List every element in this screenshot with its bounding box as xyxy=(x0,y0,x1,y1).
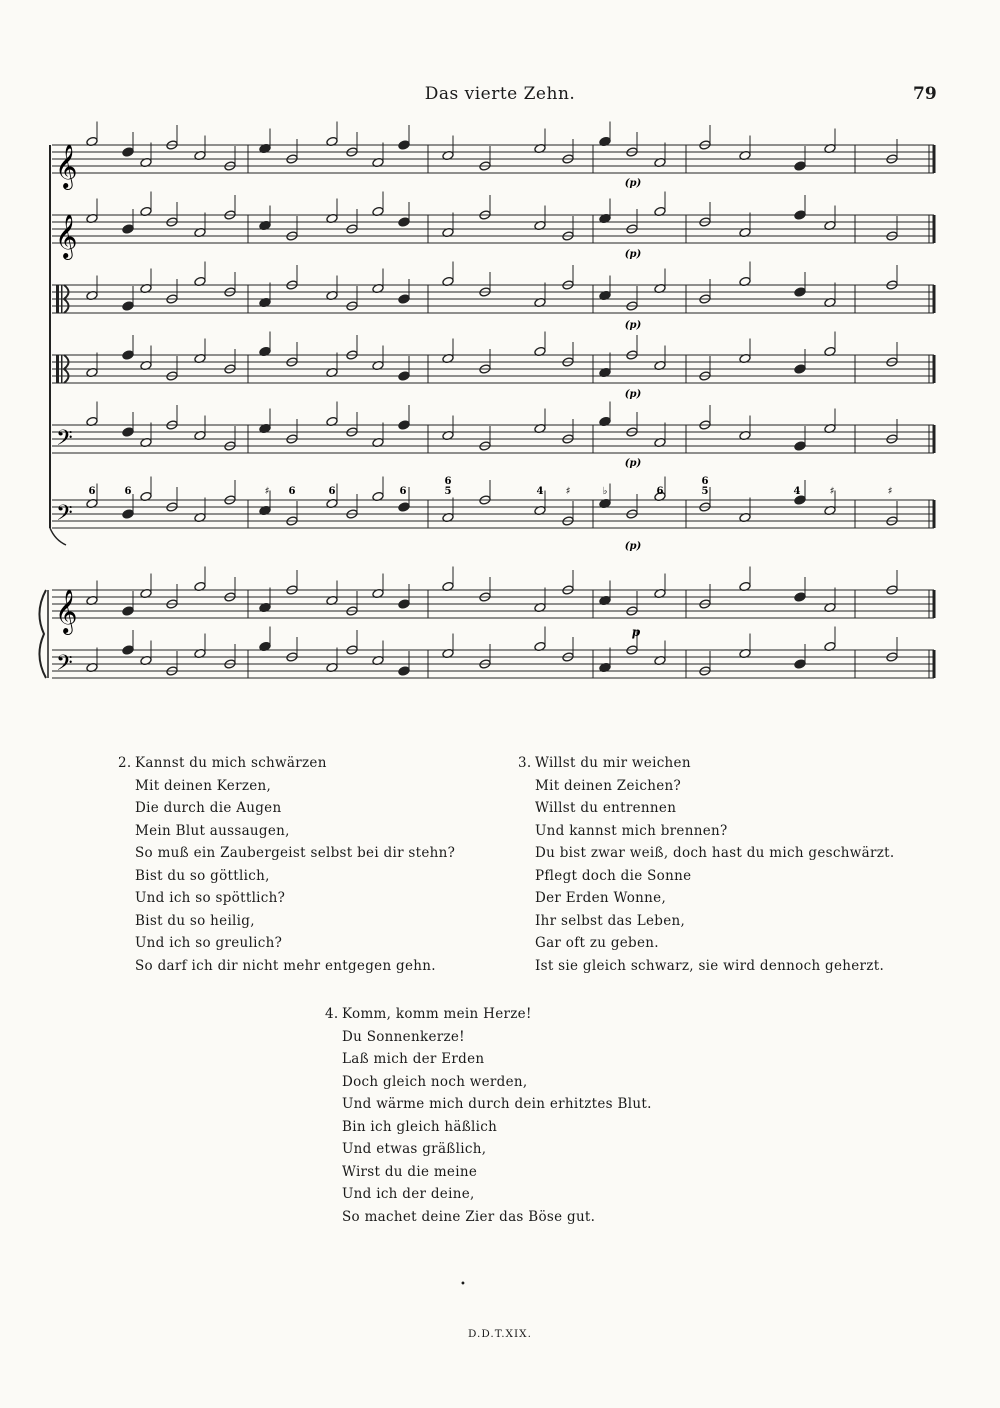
stanza-2 xyxy=(118,752,455,977)
stanza-line xyxy=(118,775,455,798)
stanza-line-text: Willst du entrennen xyxy=(535,800,677,816)
figured-bass-figure: 6 xyxy=(399,486,407,497)
figured-bass-figure: 5 xyxy=(701,486,709,497)
stanza-line-text: Bin ich gleich häßlich xyxy=(342,1118,498,1135)
note-head xyxy=(794,659,806,669)
figured-bass-figure: ♯ xyxy=(887,486,893,497)
stanza-line-text: Der Erden Wonne, xyxy=(535,890,667,906)
note-head xyxy=(122,224,134,234)
stanza-line xyxy=(325,1093,652,1116)
note-head xyxy=(122,147,134,157)
bass-clef-icon: 𝄢 xyxy=(56,426,73,456)
note-head xyxy=(122,606,134,616)
stanza-line-text: Laß mich der Erden xyxy=(342,1051,485,1067)
stanza-line-text: Bist du so göttlich, xyxy=(135,867,270,884)
stanza-line-text: So darf ich dir nicht mehr entgegen gehn. xyxy=(135,957,436,974)
stanza-line xyxy=(118,910,455,933)
stanza-line-text: Ist sie gleich schwarz, sie wird dennoch geherzt. xyxy=(535,957,885,974)
stanza-number: 4. xyxy=(325,1006,339,1022)
stanza-line xyxy=(518,797,894,820)
page-title: Das vierte Zehn. xyxy=(424,84,576,104)
stanza-4 xyxy=(325,1003,652,1228)
stanza-line xyxy=(118,820,455,843)
note-head xyxy=(794,364,806,374)
note-head xyxy=(398,666,410,676)
keyboard-dynamic: p xyxy=(631,625,641,639)
stanza-line-text: Und ich so spöttlich? xyxy=(135,890,286,906)
stanza-line-text: So machet deine Zier das Böse gut. xyxy=(342,1208,596,1225)
dynamic-marking: (p) xyxy=(624,389,642,400)
stanza-line-text: Und wärme mich durch dein erhitztes Blut. xyxy=(342,1096,652,1112)
note-head xyxy=(122,301,134,311)
stanza-line-text: Kannst du mich schwärzen xyxy=(135,755,327,771)
stanza-line-text: Bist du so heilig, xyxy=(135,912,255,929)
dynamic-marking: (p) xyxy=(624,178,642,189)
stanza-line-text: So muß ein Zaubergeist selbst bei dir stehn? xyxy=(135,845,456,861)
note-head xyxy=(122,509,134,519)
stanza-line xyxy=(518,752,894,775)
note-head xyxy=(398,420,410,430)
dynamic-marking: (p) xyxy=(624,541,642,552)
bass-clef-icon: 𝄢 xyxy=(56,501,73,531)
figured-bass-figure: ♯ xyxy=(565,486,571,497)
figured-bass-figure: 5 xyxy=(444,486,452,497)
figured-bass-figure: 6 xyxy=(656,486,664,497)
alto-clef-icon xyxy=(56,285,59,313)
note-head xyxy=(398,371,410,381)
stanza-line-text: Komm, komm mein Herze! xyxy=(342,1006,532,1022)
stanza-line-text: Ihr selbst das Leben, xyxy=(535,912,686,929)
piano-brace-icon xyxy=(39,590,46,678)
stanza-line-text: Gar oft zu geben. xyxy=(535,935,659,951)
stanza-line xyxy=(518,932,894,955)
stanza-3 xyxy=(518,752,894,977)
stanza-number: 3. xyxy=(518,755,532,771)
footer-signature: D.D.T.XIX. xyxy=(468,1328,532,1340)
stanza-line-text: Doch gleich noch werden, xyxy=(342,1073,528,1090)
stanza-line xyxy=(325,1206,652,1229)
stanza-line-text: Die durch die Augen xyxy=(135,800,282,816)
figured-bass-figure: 4 xyxy=(536,486,544,497)
stanza-line xyxy=(118,797,455,820)
note-head xyxy=(398,599,410,609)
stanza-line-text: Und etwas gräßlich, xyxy=(342,1141,487,1157)
stanza-line-text: Du Sonnenkerze! xyxy=(342,1028,465,1045)
figured-bass-figure: 6 xyxy=(444,476,452,487)
note-head xyxy=(398,294,410,304)
treble-clef-icon: 𝄞 xyxy=(55,214,78,258)
page-number: 79 xyxy=(913,84,937,104)
alto-clef-bar xyxy=(61,285,63,313)
stanza-line-text: Du bist zwar weiß, doch hast du mich geschwärzt. xyxy=(535,845,895,861)
stanza-line xyxy=(325,1138,652,1161)
alto-clef-bar xyxy=(61,355,63,383)
stanza-line-text: Wirst du die meine xyxy=(342,1163,478,1180)
stanza-line xyxy=(325,1048,652,1071)
stanza-line xyxy=(518,865,894,888)
stanza-number: 2. xyxy=(118,755,132,771)
stanza-line-text: Mein Blut aussaugen, xyxy=(135,822,290,839)
figured-bass-figure: ♭ xyxy=(602,486,608,497)
stanza-line xyxy=(518,842,894,865)
stanza-line xyxy=(325,1183,652,1206)
stanza-line xyxy=(118,955,455,978)
stanza-line xyxy=(518,910,894,933)
stanza-line-text: Mit deinen Zeichen? xyxy=(535,777,682,794)
treble-clef-icon: 𝄞 xyxy=(55,144,78,188)
note-head xyxy=(398,502,410,512)
dynamic-marking: (p) xyxy=(624,458,642,469)
figured-bass-figure: 6 xyxy=(288,486,296,497)
stanza-line xyxy=(518,955,894,978)
stanza-line xyxy=(325,1116,652,1139)
treble-clef-icon: 𝄞 xyxy=(55,589,78,633)
figured-bass-figure: 4 xyxy=(793,486,801,497)
stanza-line-text: Pflegt doch die Sonne xyxy=(535,867,692,884)
figured-bass-figure: 6 xyxy=(124,486,132,497)
figured-bass-figure: 6 xyxy=(701,476,709,487)
stanza-line xyxy=(518,887,894,910)
stanza-line xyxy=(325,1071,652,1094)
figured-bass-figure: ♯ xyxy=(264,486,270,497)
note-head xyxy=(122,645,134,655)
stanza-line xyxy=(118,865,455,888)
stanza-line xyxy=(118,887,455,910)
figured-bass-figure: ♯ xyxy=(829,486,835,497)
note-head xyxy=(794,441,806,451)
figured-bass-figure: 6 xyxy=(88,486,96,497)
stanza-line xyxy=(118,752,455,775)
stanza-line xyxy=(325,1026,652,1049)
stanza-line-text: Mit deinen Kerzen, xyxy=(135,777,272,794)
stanza-line xyxy=(325,1161,652,1184)
note-head xyxy=(794,210,806,220)
stanza-line-text: Und kannst mich brennen? xyxy=(535,822,728,839)
stanza-line xyxy=(518,820,894,843)
note-head xyxy=(794,161,806,171)
stanza-line-text: Willst du mir weichen xyxy=(535,755,691,771)
stray-mark: • xyxy=(460,1279,466,1290)
note-head xyxy=(794,287,806,297)
note-head xyxy=(122,350,134,360)
note-head xyxy=(794,592,806,602)
note-head xyxy=(398,140,410,150)
alto-clef-icon xyxy=(56,355,59,383)
stanza-line xyxy=(325,1003,652,1026)
bass-clef-icon: 𝄢 xyxy=(56,651,73,681)
figured-bass-figure: 6 xyxy=(328,486,336,497)
note-head xyxy=(122,427,134,437)
stanza-line-text: Und ich der deine, xyxy=(342,1186,475,1202)
stanza-line xyxy=(118,842,455,865)
stanza-line xyxy=(518,775,894,798)
stanza-line xyxy=(118,932,455,955)
dynamic-marking: (p) xyxy=(624,249,642,260)
note-head xyxy=(398,217,410,227)
stanza-line-text: Und ich so greulich? xyxy=(135,935,283,951)
dynamic-marking: (p) xyxy=(624,320,642,331)
